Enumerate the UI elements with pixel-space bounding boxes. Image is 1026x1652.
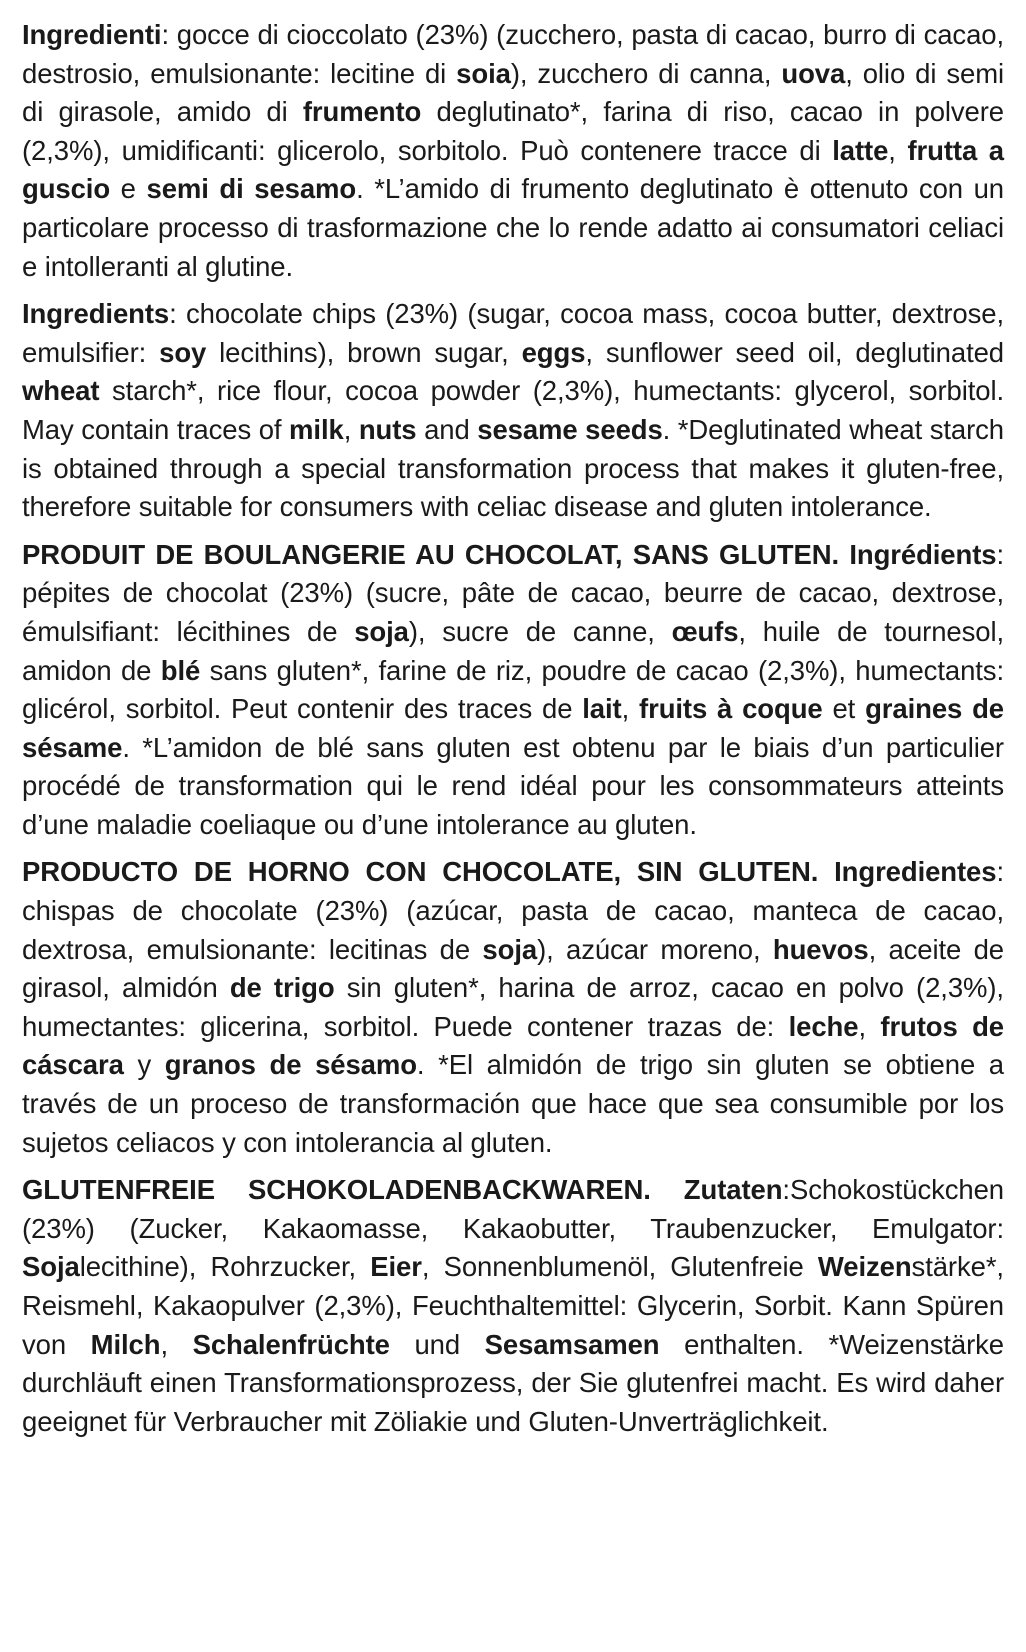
- allergen-bold-text: Soja: [22, 1251, 80, 1283]
- allergen-bold-text: GLUTENFREIE SCHOKOLADENBACKWAREN. Zutaten: [22, 1174, 783, 1206]
- ingredients-french: [22, 536, 1004, 845]
- ingredient-text: enthalten. *Weizenstärke durchläuft einen Transformationsprozess, der Sie glutenfrei macht. Es wird daher geeignet für Verbraucher mit Zöliakie und Gluten-Unverträglichkeit.: [22, 1328, 1004, 1437]
- allergen-bold-text: graines de sésame: [22, 693, 1004, 763]
- ingredient-text: : gocce di cioccolato (23%) (zucchero, pasta di cacao, burro di cacao, destrosio, emulsionante: lecitine di: [22, 19, 1004, 89]
- allergen-bold-text: soja: [482, 933, 538, 965]
- allergen-bold-text: Weizen: [817, 1251, 912, 1283]
- ingredient-text: . *L’amido di frumento deglutinato è ottenuto con un particolare processo di trasformazione che lo rende adatto ai consumatori celiaci e intolleranti al glutine.: [22, 173, 1004, 282]
- ingredient-text: und: [389, 1328, 485, 1360]
- allergen-bold-text: leche: [788, 1010, 859, 1042]
- ingredient-text: , sunflower seed oil, deglutinated: [585, 336, 1005, 368]
- allergen-bold-text: PRODUCTO DE HORNO CON CHOCOLATE, SIN GLUTEN. Ingredientes: [22, 856, 997, 888]
- allergen-bold-text: Eier: [370, 1251, 422, 1283]
- allergen-bold-text: semi di sesamo: [146, 173, 357, 205]
- ingredient-text: ,: [343, 413, 359, 445]
- ingredient-text: . *El almidón de trigo sin gluten se obtiene a través de un proceso de transformación que hace que sea consumible por los sujetos celiacos y con intolerancia al gluten.: [22, 1049, 1004, 1158]
- allergen-bold-text: œufs: [671, 615, 739, 647]
- ingredient-text: : chispas de chocolate (23%) (azúcar, pasta de cacao, manteca de cacao, dextrosa, emulsionante: lecitinas de: [22, 856, 1004, 965]
- allergen-bold-text: PRODUIT DE BOULANGERIE AU CHOCOLAT, SANS GLUTEN. Ingrédients: [22, 538, 997, 570]
- ingredient-text: and: [416, 413, 478, 445]
- ingredients-spanish: [22, 853, 1004, 1162]
- allergen-bold-text: huevos: [772, 933, 869, 965]
- ingredient-text: ), sucre de canne,: [408, 615, 672, 647]
- ingredient-text: ), azúcar moreno,: [537, 933, 773, 965]
- ingredient-text: sans gluten*, farine de riz, poudre de cacao (2,3%), humectants: glicérol, sorbitol. Peut contenir des traces de: [22, 654, 1004, 725]
- ingredient-text: lecithine), Rohrzucker,: [79, 1251, 371, 1283]
- ingredient-text: lecithins), brown sugar,: [206, 336, 522, 368]
- ingredient-text: y: [123, 1049, 165, 1081]
- ingredient-text: e: [110, 173, 147, 205]
- allergen-bold-text: soja: [354, 615, 409, 647]
- ingredient-text: :Schokostückchen (23%) (Zucker, Kakaomasse, Kakaobutter, Traubenzucker, Emulgator:: [22, 1174, 1004, 1244]
- allergen-bold-text: wheat: [22, 375, 100, 407]
- ingredient-text: starch*, rice flour, cocoa powder (2,3%), humectants: glycerol, sorbitol. May contain traces of: [22, 375, 1004, 445]
- ingredient-text: , aceite de girasol, almidón: [22, 933, 1004, 1004]
- ingredient-text: : chocolate chips (23%) (sugar, cocoa mass, cocoa butter, dextrose, emulsifier:: [22, 298, 1004, 368]
- allergen-bold-text: Schalenfrüchte: [192, 1328, 390, 1360]
- ingredient-text: . *Deglutinated wheat starch is obtained through a special transformation process that makes it gluten-free, therefore suitable for consumers with celiac disease and gluten intolerance.: [22, 413, 1004, 523]
- allergen-bold-text: Ingredients: [22, 298, 170, 330]
- allergen-bold-text: latte: [832, 134, 889, 166]
- ingredient-text: stärke*, Reismehl, Kakaopulver (2,3%), Feuchthaltemittel: Glycerin, Sorbit. Kann Spüren von: [22, 1251, 1004, 1360]
- allergen-bold-text: sesame seeds: [477, 413, 663, 445]
- ingredient-text: ,: [160, 1328, 193, 1360]
- ingredient-text: deglutinato*, farina di riso, cacao in polvere (2,3%), umidificanti: glicerolo, sorbitolo. Può contenere tracce di: [22, 96, 1005, 166]
- allergen-bold-text: fruits à coque: [639, 693, 823, 725]
- ingredient-text: ,: [888, 134, 908, 166]
- ingredient-text: sin gluten*, harina de arroz, cacao en polvo (2,3%), humectantes: glicerina, sorbitol. Puede contener trazas de:: [22, 972, 1004, 1042]
- ingredient-text: : pépites de chocolat (23%) (sucre, pâte de cacao, beurre de cacao, dextrose, émulsifiant: lécithines de: [22, 538, 1004, 647]
- ingredients-german: [22, 1171, 1004, 1441]
- ingredient-text: ), zucchero di canna,: [510, 57, 782, 89]
- allergen-bold-text: milk: [289, 413, 344, 445]
- ingredient-text: , Sonnenblumenöl, Glutenfreie: [421, 1251, 818, 1283]
- allergen-bold-text: blé: [160, 654, 201, 686]
- allergen-bold-text: nuts: [358, 413, 417, 445]
- allergen-bold-text: de trigo: [229, 972, 335, 1004]
- ingredient-text: ,: [858, 1010, 881, 1042]
- allergen-bold-text: soia: [456, 57, 511, 89]
- ingredient-text: et: [822, 693, 866, 725]
- ingredients-italian: [22, 16, 1004, 286]
- allergen-bold-text: uova: [781, 57, 846, 89]
- allergen-bold-text: Ingredienti: [22, 19, 162, 50]
- ingredients-english: [22, 295, 1004, 527]
- ingredient-text: , olio di semi di girasole, amido di: [22, 57, 1005, 128]
- allergen-bold-text: lait: [582, 693, 622, 725]
- allergen-bold-text: soy: [159, 336, 207, 368]
- ingredient-text: ,: [621, 693, 640, 725]
- allergen-bold-text: granos de sésamo: [164, 1049, 417, 1081]
- allergen-bold-text: frutta a guscio: [22, 134, 1004, 205]
- allergen-bold-text: Sesamsamen: [484, 1328, 660, 1360]
- allergen-bold-text: Milch: [90, 1328, 161, 1360]
- allergen-bold-text: frumento: [302, 96, 422, 128]
- ingredient-text: , huile de tournesol, amidon de: [22, 615, 1004, 686]
- ingredient-text: . *L’amidon de blé sans gluten est obtenu par le biais d’un particulier procédé de transformation qui le rend idéal pour les consommateurs atteints d’une maladie coeliaque ou d’une intolerance au gluten.: [22, 731, 1004, 840]
- allergen-bold-text: frutos de cáscara: [22, 1010, 1004, 1081]
- allergen-bold-text: eggs: [521, 336, 586, 368]
